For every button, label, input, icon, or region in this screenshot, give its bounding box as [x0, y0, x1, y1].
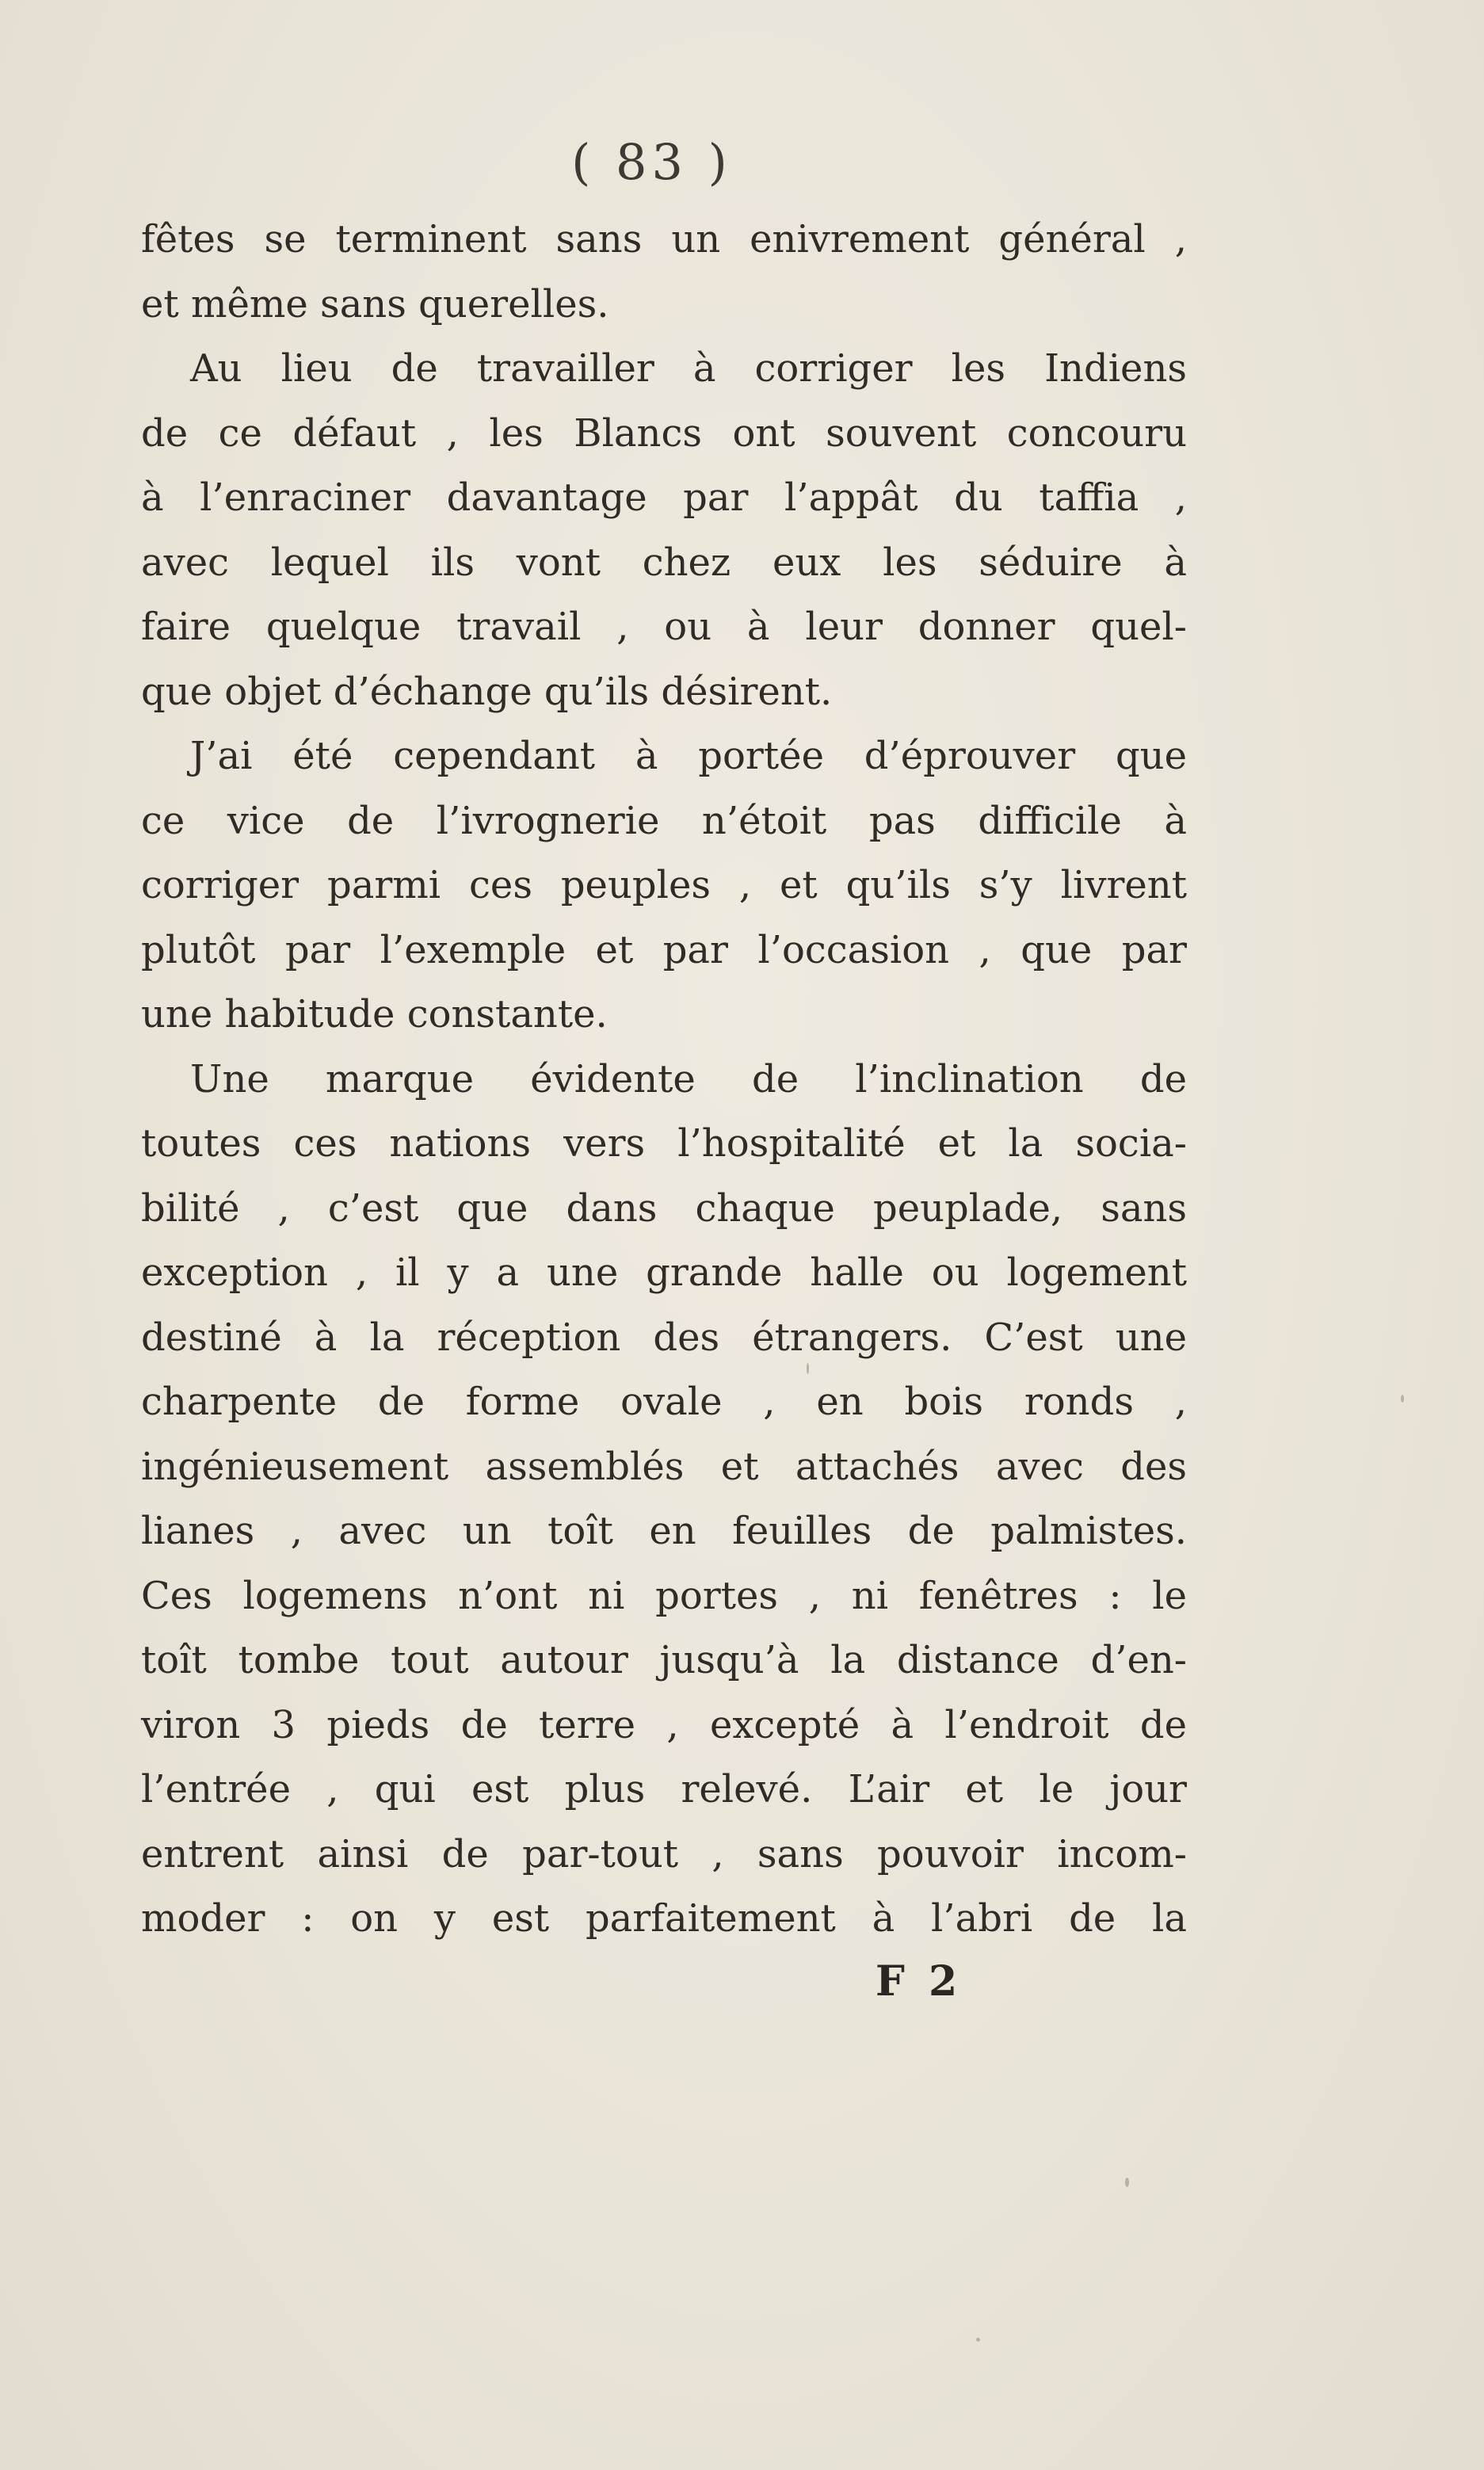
paper-speck [1401, 1395, 1404, 1403]
printer-signature-mark: F 2 [876, 1957, 963, 2006]
text-line: l’entrée , qui est plus relevé. L’air et le jour [141, 1767, 1187, 1811]
text-line: avec lequel ils vont chez eux les séduire à [141, 540, 1187, 585]
text-line: toutes ces nations vers l’hospitalité et la socia- [141, 1121, 1187, 1166]
text-line: moder : on y est parfaitement à l’abri de la [141, 1896, 1187, 1941]
text-line: à l’enraciner davantage par l’appât du taffia , [141, 475, 1187, 520]
text-line: lianes , avec un toît en feuilles de palmistes. [141, 1509, 1187, 1553]
text-line: charpente de forme ovale , en bois ronds , [141, 1380, 1187, 1424]
paper-speck [1125, 2178, 1129, 2187]
text-line: ce vice de l’ivrognerie n’étoit pas difficile à [141, 798, 1187, 843]
text-line: fêtes se terminent sans un enivrement général , [141, 217, 1187, 262]
text-line: destiné à la réception des étrangers. C’est une [141, 1315, 1187, 1360]
text-line: plutôt par l’exemple et par l’occasion , que par [141, 927, 1187, 972]
text-line: toît tombe tout autour jusqu’à la distance d’en- [141, 1638, 1187, 1682]
text-line: Au lieu de travailler à corriger les Indiens [190, 346, 1187, 391]
text-line: corriger parmi ces peuples , et qu’ils s’y livrent [141, 863, 1187, 907]
text-line: Ces logemens n’ont ni portes , ni fenêtres : le [141, 1573, 1187, 1618]
page-number: ( 83 ) [571, 133, 732, 191]
body-text [141, 208, 1187, 1952]
paper-speck [976, 2338, 980, 2342]
text-line: J’ai été cependant à portée d’éprouver que [190, 734, 1187, 778]
text-line: de ce défaut , les Blancs ont souvent concouru [141, 410, 1187, 456]
text-line: bilité , c’est que dans chaque peuplade, sans [141, 1185, 1187, 1231]
text-line: viron 3 pieds de terre , excepté à l’endroit de [141, 1702, 1187, 1747]
text-line: que objet d’échange qu’ils désirent. [141, 669, 833, 714]
text-line: faire quelque travail , ou à leur donner quel- [141, 605, 1187, 649]
paper-speck [807, 1363, 809, 1374]
text-line: une habitude constante. [141, 992, 608, 1036]
text-line: entrent ainsi de par-tout , sans pouvoir incom- [141, 1831, 1187, 1876]
text-line: et même sans querelles. [141, 281, 609, 326]
text-line: ingénieusement assemblés et attachés avec des [141, 1444, 1187, 1489]
text-line: Une marque évidente de l’inclination de [190, 1056, 1187, 1101]
text-line: exception , il y a une grande halle ou logement [141, 1250, 1187, 1295]
